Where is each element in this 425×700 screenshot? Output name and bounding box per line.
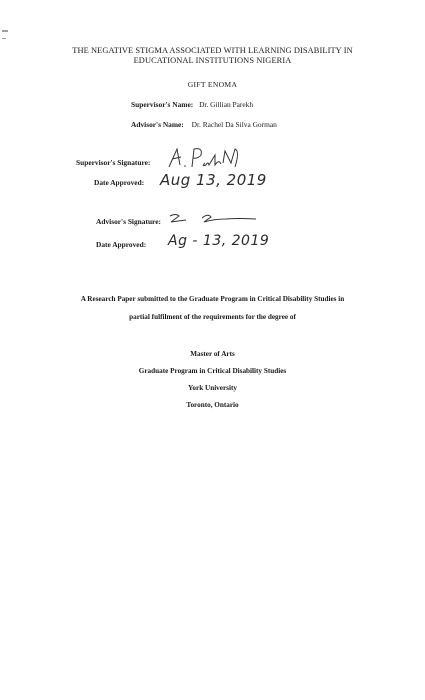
advisor-date-value: Ag - 13, 2019 bbox=[168, 233, 270, 249]
advisor-name-value: Dr. Rachel Da Silva Gorman bbox=[191, 120, 277, 129]
advisor-name-label: Advisor's Name: bbox=[131, 120, 184, 129]
supervisor-signature-label: Supervisor's Signature: bbox=[76, 158, 151, 167]
title-line-2: EDUCATIONAL INSTITUTIONS NIGERIA bbox=[133, 56, 292, 65]
supervisor-name-label: Supervisor's Name: bbox=[131, 100, 194, 109]
supervisor-date-label: Date Approved: bbox=[94, 178, 145, 187]
submission-statement bbox=[0, 290, 425, 326]
advisor-name-row bbox=[131, 120, 277, 129]
supervisor-name-value: Dr. Gillian Parekh bbox=[199, 100, 254, 109]
degree-block bbox=[0, 346, 425, 414]
statement-line-1: A Research Paper submitted to the Graduate Program in Critical Disability Studies in bbox=[80, 295, 345, 303]
title-line-1: THE NEGATIVE STIGMA ASSOCIATED WITH LEARNING DISABILITY IN bbox=[72, 46, 353, 55]
advisor-signature bbox=[166, 210, 261, 226]
thesis-title bbox=[0, 46, 425, 66]
supervisor-date-value: Aug 13, 2019 bbox=[160, 171, 267, 189]
supervisor-name-row bbox=[131, 100, 253, 109]
degree-location: Toronto, Ontario bbox=[186, 401, 239, 409]
scan-mark bbox=[2, 38, 6, 39]
degree-program: Graduate Program in Critical Disability Studies bbox=[138, 367, 287, 375]
degree-name: Master of Arts bbox=[190, 350, 235, 358]
advisor-date-label: Date Approved: bbox=[96, 240, 147, 249]
advisor-signature-label: Advisor's Signature: bbox=[96, 217, 161, 226]
degree-university: York University bbox=[188, 384, 237, 392]
author-name: GIFT ENOMA bbox=[187, 80, 238, 89]
scan-mark bbox=[2, 30, 8, 32]
statement-line-2: partial fulfilment of the requirements for the degree of bbox=[129, 313, 296, 321]
supervisor-signature bbox=[165, 143, 245, 173]
